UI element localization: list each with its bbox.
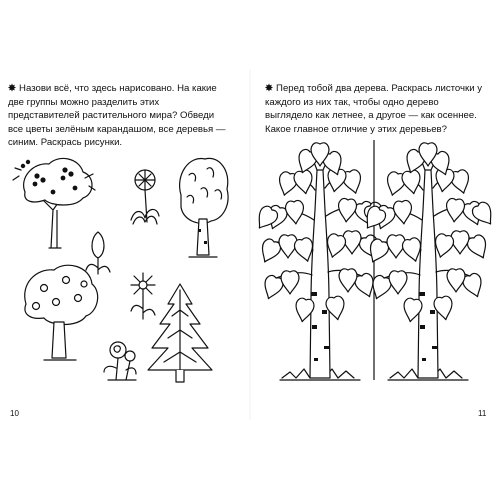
small-birch-drawing: [180, 158, 228, 257]
page-number-left: 10: [10, 409, 19, 418]
apple-tree-drawing: [25, 265, 98, 360]
task-marker-icon: ✸: [265, 83, 274, 94]
dandelion-drawing: [131, 170, 159, 224]
tulip-bud-drawing: [86, 232, 110, 274]
rowan-tree-drawing: [13, 158, 95, 248]
page-number-right: 11: [478, 409, 487, 418]
birch-tree-left-drawing: [252, 143, 390, 380]
task-marker-icon: ✸: [8, 83, 17, 94]
right-task-body: Перед тобой два дерева. Раскрась листочки у каждого из них так, чтобы одно дерево выглядело как летнее, а другое — как осеннее. Какое главное отличие у этих деревьев?: [265, 83, 483, 135]
left-task-body: Назови всё, что здесь нарисовано. На какие две группы можно разделить этих представителей растительного мира? Обведи все цветы зелёным карандашом, все деревья — синим. Раскрась рисунки.: [8, 83, 226, 149]
fir-tree-drawing: [148, 284, 212, 382]
birch-tree-right-drawing: [360, 143, 498, 380]
rose-bush-drawing: [104, 342, 136, 380]
daisy-drawing: [131, 273, 155, 319]
